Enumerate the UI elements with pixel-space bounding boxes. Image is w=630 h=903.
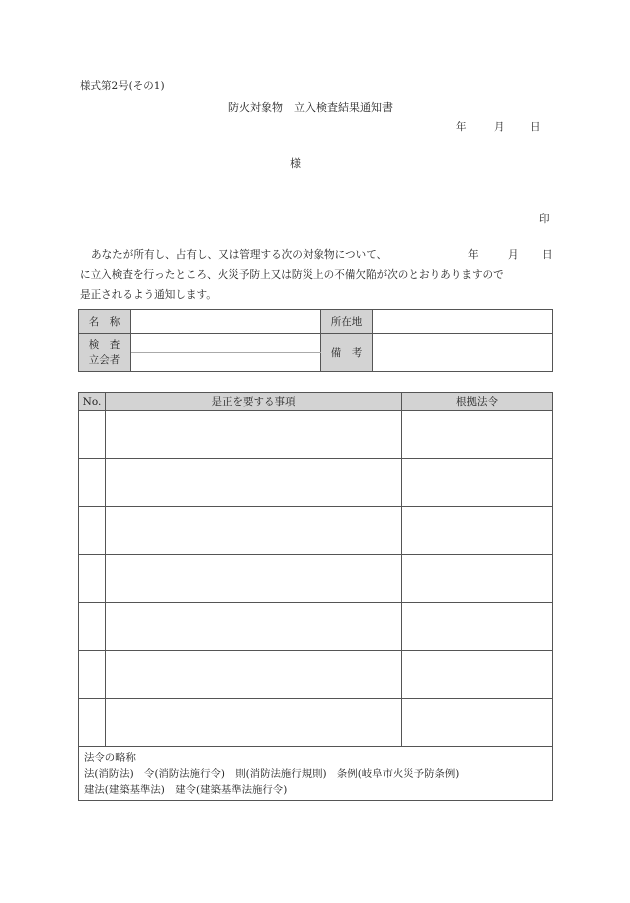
legend-line-1: 法(消防法) 令(消防法施行令) 則(消防法施行規則) 条例(岐阜市火災予防条例): [84, 768, 460, 780]
table-row: [79, 411, 553, 459]
body-line-1: [80, 247, 554, 262]
row-law-cell[interactable]: [402, 459, 553, 507]
table-row: [79, 507, 553, 555]
row-issue-cell[interactable]: [106, 507, 402, 555]
header-law: 根拠法令: [402, 393, 553, 411]
document-title: 防火対象物 立入検査結果通知書: [228, 101, 393, 114]
row-law-cell[interactable]: [402, 603, 553, 651]
location-label: 所在地: [321, 310, 373, 334]
table-row: [79, 555, 553, 603]
legend-cell: [79, 747, 553, 801]
date-day-label: 日: [530, 121, 541, 133]
body-line-3: 是正されるよう通知します。: [80, 289, 217, 301]
form-number: 様式第2号(その1): [80, 80, 165, 92]
body-line-1-text: あなたが所有し、占有し、又は管理する次の対象物について、: [91, 249, 388, 261]
addressee-suffix: 様: [290, 157, 301, 170]
date-year-label: 年: [456, 121, 467, 133]
row-issue-cell[interactable]: [106, 699, 402, 747]
items-table: [78, 392, 553, 801]
name-field[interactable]: [131, 310, 321, 334]
table-row: [79, 603, 553, 651]
row-law-cell[interactable]: [402, 507, 553, 555]
header-no: No.: [79, 393, 106, 411]
row-law-cell[interactable]: [402, 651, 553, 699]
row-issue-cell[interactable]: [106, 603, 402, 651]
legend-line-2: 建法(建築基準法) 建令(建築基準法施行令): [84, 784, 288, 796]
row-no-cell[interactable]: [79, 603, 106, 651]
row-no-cell[interactable]: [79, 507, 106, 555]
inspection-witness-label: [79, 334, 131, 372]
row-law-cell[interactable]: [402, 699, 553, 747]
witness-field-2[interactable]: [131, 353, 321, 372]
row-issue-cell[interactable]: [106, 555, 402, 603]
location-field[interactable]: [373, 310, 553, 334]
witness-field-1[interactable]: [131, 334, 321, 353]
legend-title: 法令の略称: [84, 752, 136, 764]
row-no-cell[interactable]: [79, 555, 106, 603]
row-law-cell[interactable]: [402, 411, 553, 459]
date-month-label: 月: [494, 121, 505, 133]
row-no-cell[interactable]: [79, 411, 106, 459]
row-law-cell[interactable]: [402, 555, 553, 603]
row-no-cell[interactable]: [79, 699, 106, 747]
remarks-field[interactable]: [373, 334, 553, 372]
inspection-label: 検 査: [88, 338, 121, 351]
body-month-label: 月: [508, 249, 519, 261]
row-issue-cell[interactable]: [106, 411, 402, 459]
remarks-label: 備 考: [321, 334, 373, 372]
row-issue-cell[interactable]: [106, 651, 402, 699]
info-table: [78, 309, 553, 372]
row-issue-cell[interactable]: [106, 459, 402, 507]
name-label: 名 称: [79, 310, 131, 334]
table-row: [79, 459, 553, 507]
header-issue: 是正を要する事項: [106, 393, 402, 411]
seal-label: 印: [539, 213, 550, 225]
witness-label: 立会者: [88, 353, 121, 366]
table-row: [79, 699, 553, 747]
row-no-cell[interactable]: [79, 459, 106, 507]
body-year-label: 年: [468, 249, 479, 261]
body-day-label: 日: [542, 249, 553, 261]
row-no-cell[interactable]: [79, 651, 106, 699]
body-line-2: に立入検査を行ったところ、火災予防上又は防災上の不備欠陥が次のとおりありますので: [80, 269, 504, 281]
table-row: [79, 651, 553, 699]
